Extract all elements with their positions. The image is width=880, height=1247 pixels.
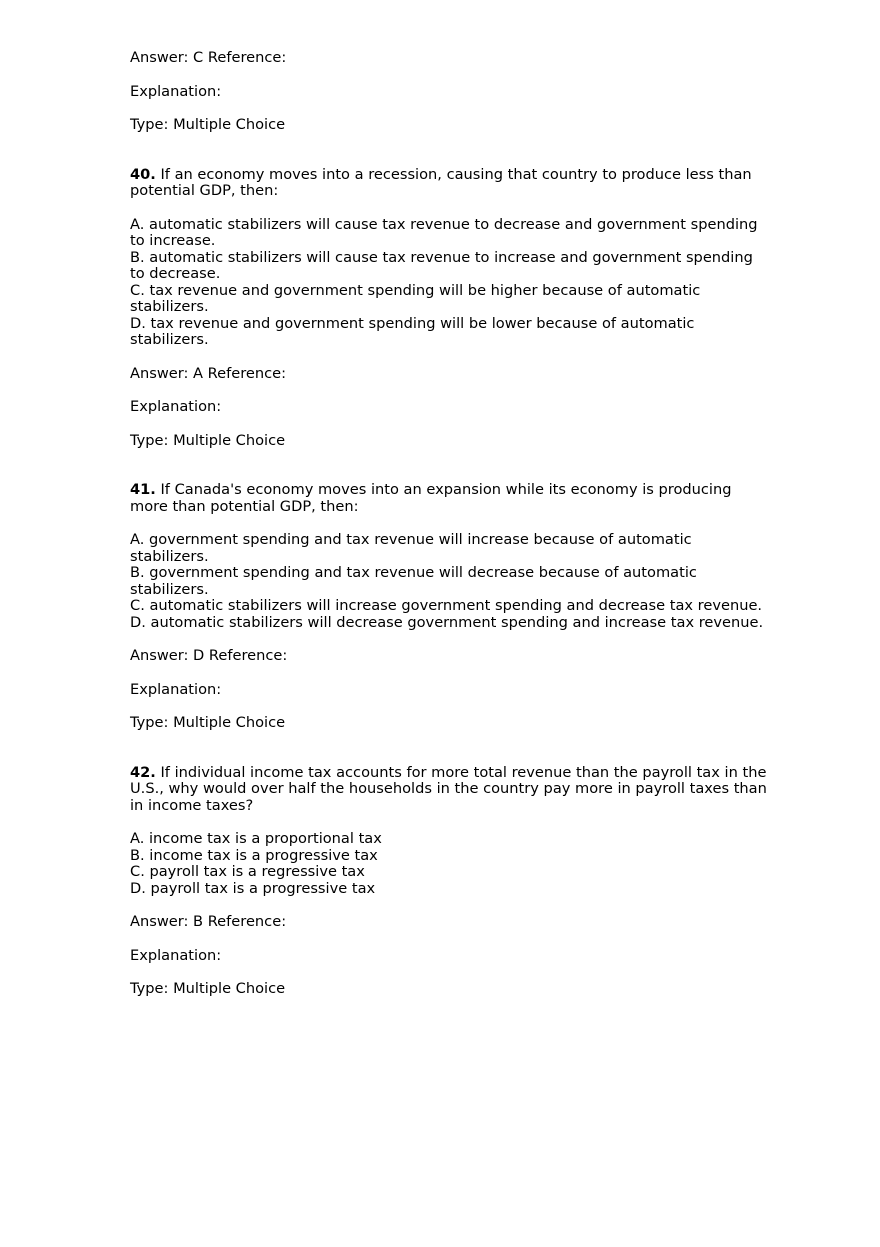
type-line: Type: Multiple Choice bbox=[130, 714, 286, 731]
option-c: C. payroll tax is a regressive tax bbox=[130, 863, 365, 880]
question-number: 42. bbox=[130, 763, 156, 781]
option-c: C. tax revenue and government spending will be higher because of automatic stabilizers. bbox=[130, 281, 701, 315]
option-d: D. payroll tax is a progressive tax bbox=[130, 879, 376, 897]
question-text: If Canada's economy moves into an expansion while its economy is producing more than potential GDP, then: bbox=[130, 481, 732, 515]
explanation-label: Explanation: bbox=[130, 398, 222, 415]
question-text: If individual income tax accounts for more total revenue than the payroll tax in the U.S., why would over half the households in the country pay more in payroll taxes than in income taxes? bbox=[130, 763, 767, 814]
question-stem bbox=[130, 167, 770, 200]
options-list bbox=[130, 532, 770, 631]
answer-line: Answer: A Reference: bbox=[130, 364, 287, 382]
type-line: Type: Multiple Choice bbox=[130, 116, 286, 133]
question-stem bbox=[130, 765, 770, 815]
option-a: A. automatic stabilizers will cause tax revenue to decrease and government spending to increase. bbox=[130, 215, 758, 249]
question-number: 40. bbox=[130, 165, 156, 183]
option-c: C. automatic stabilizers will increase government spending and decrease tax revenue. bbox=[130, 597, 763, 614]
explanation-label: Explanation: bbox=[130, 946, 222, 964]
type-line: Type: Multiple Choice bbox=[130, 980, 286, 997]
question-stem bbox=[130, 482, 770, 515]
option-a: A. income tax is a proportional tax bbox=[130, 830, 382, 847]
option-a: A. government spending and tax revenue will increase because of automatic stabilizers. bbox=[130, 531, 692, 565]
explanation-label: Explanation: bbox=[130, 680, 222, 698]
question-text: If an economy moves into a recession, causing that country to produce less than potential GDP, then: bbox=[130, 165, 752, 199]
question-40 bbox=[130, 167, 770, 450]
answer-line: Answer: B Reference: bbox=[130, 913, 287, 930]
option-b: B. government spending and tax revenue will decrease because of automatic stabilizers. bbox=[130, 564, 697, 598]
question-42 bbox=[130, 765, 770, 998]
question-41 bbox=[130, 482, 770, 732]
option-d: D. automatic stabilizers will decrease government spending and increase tax revenue. bbox=[130, 613, 764, 631]
options-list bbox=[130, 831, 770, 897]
option-d: D. tax revenue and government spending will be lower because of automatic stabilizers. bbox=[130, 314, 695, 348]
document-page bbox=[130, 50, 770, 998]
answer-line: Answer: C Reference: bbox=[130, 49, 287, 66]
question-number: 41. bbox=[130, 481, 156, 498]
preceding-question-tail bbox=[130, 50, 770, 134]
explanation-label: Explanation: bbox=[130, 82, 222, 100]
option-b: B. automatic stabilizers will cause tax revenue to increase and government spending to decrease. bbox=[130, 248, 753, 282]
options-list bbox=[130, 217, 770, 349]
type-line: Type: Multiple Choice bbox=[130, 431, 286, 449]
answer-line: Answer: D Reference: bbox=[130, 647, 288, 664]
option-b: B. income tax is a progressive tax bbox=[130, 846, 378, 864]
